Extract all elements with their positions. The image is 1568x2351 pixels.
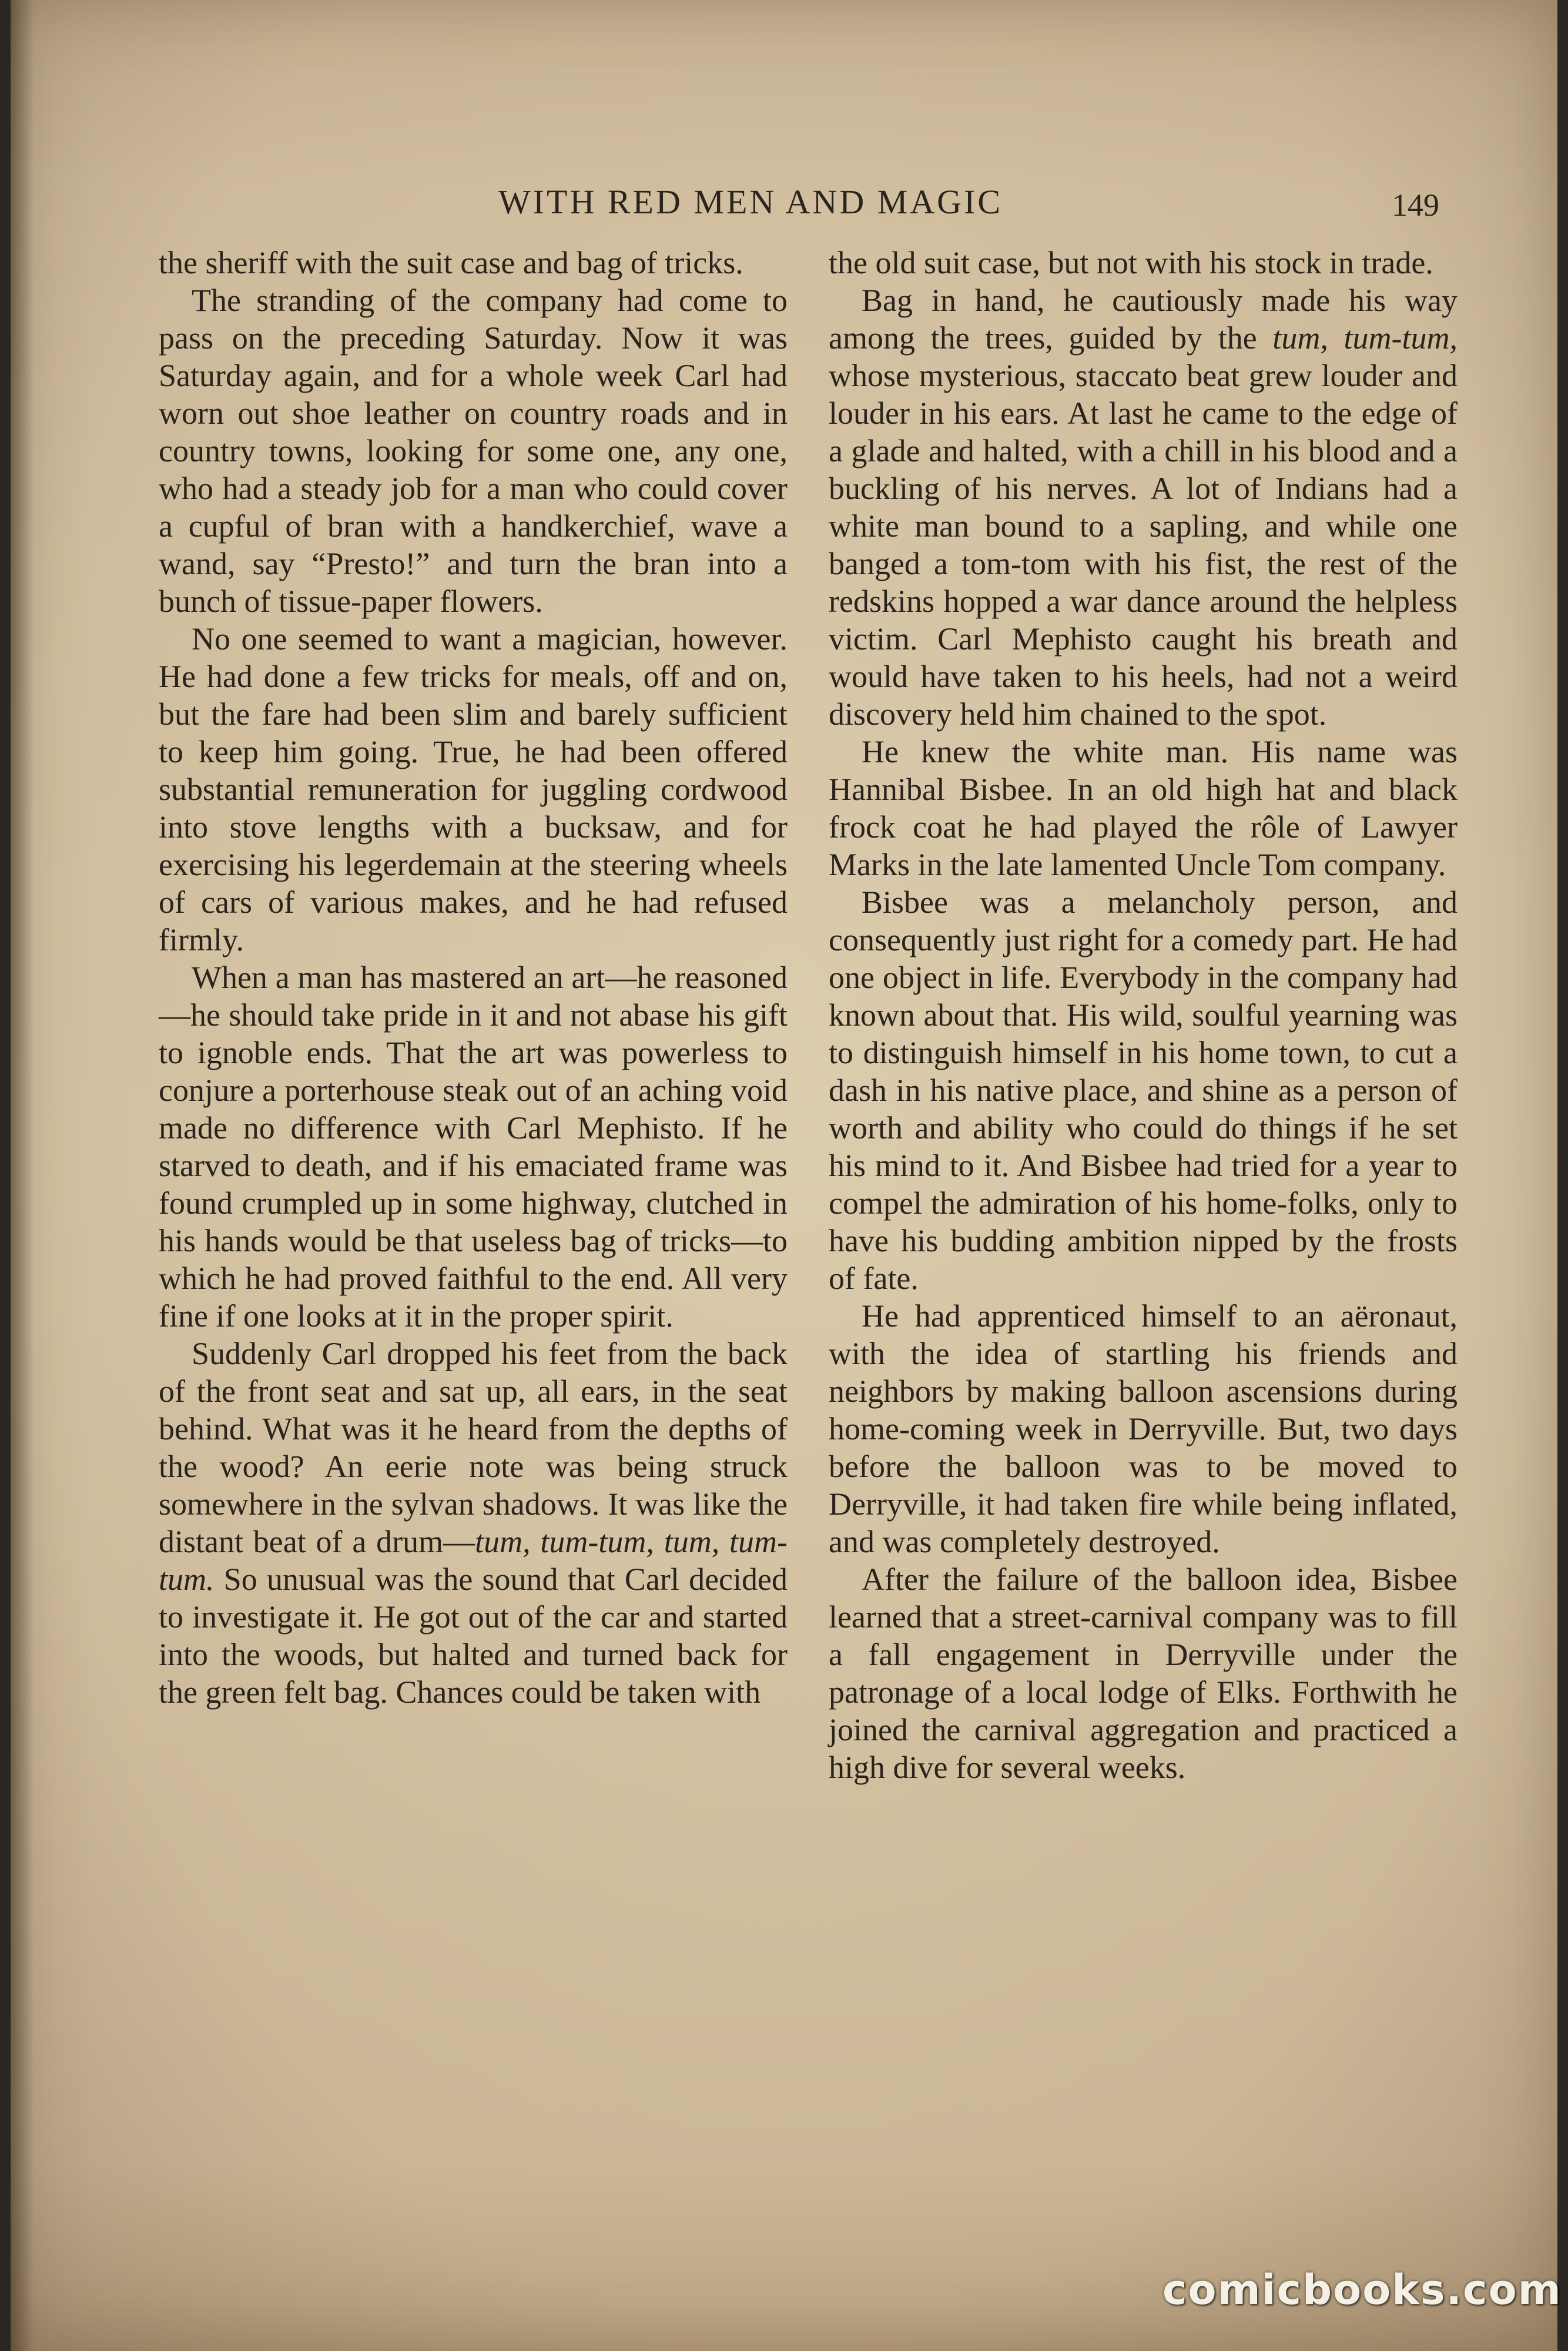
paragraph-text: Suddenly Carl dropped his feet from the back of the front seat and sat up, all ears, in the seat behind. What was it he heard from the depths of the wood? An eerie note was being struck somewhere in the sylvan shadows. It was like the distant beat of a drum— <box>159 1336 788 1559</box>
right-column <box>829 244 1458 1786</box>
left-column <box>159 244 788 1711</box>
paragraph: No one seemed to want a magician, however. He had done a few tricks for meals, off and on, but the fare had been slim and barely sufficient to keep him going. True, he had been offered substantial remuneration for juggling cordwood into stove lengths with a bucksaw, and for exercising his legerdemain at the steering wheels of cars of various makes, and he had refused firmly. <box>159 621 788 957</box>
paragraph: the old suit case, but not with his stock in trade. <box>829 245 1433 280</box>
running-head: WITH RED MEN AND MAGIC <box>498 183 1003 221</box>
paragraph-text: So unusual was the sound that Carl decided to investigate it. He got out of the car and started into the woods, but halted and turned back for the green felt bag. Chances could be taken with <box>159 1562 788 1710</box>
paragraph: The stranding of the company had come to pass on the preceding Saturday. Now it was Saturday again, and for a whole week Carl had worn out shoe leather on country roads and in country towns, looking for some one, any one, who had a steady job for a man who could cover a cupful of bran with a handkerchief, wave a wand, say “Presto!” and turn the bran into a bunch of tissue-paper flowers. <box>159 283 788 619</box>
paragraph <box>829 282 1458 733</box>
paragraph: He knew the white man. His name was Hannibal Bisbee. In an old high hat and black frock coat he had played the rôle of Lawyer Marks in the late lamented Uncle Tom company. <box>829 734 1458 882</box>
paragraph: He had apprenticed himself to an aëronaut, with the idea of startling his friends and neighbors by making balloon ascensions during home-coming week in Derryville. But, two days before the balloon was to be moved to Derryville, it had taken fire while being inflated, and was completely destroyed. <box>829 1298 1458 1559</box>
paragraph: the sheriff with the suit case and bag of tricks. <box>159 245 743 280</box>
paragraph: Bisbee was a melancholy person, and consequently just right for a comedy part. He had one object in life. Everybody in the company had known about that. His wild, soulful yearning was to distinguish himself in his home town, to cut a dash in his native place, and shine as a person of worth and ability who could do things if he set his mind to it. And Bisbee had tried for a year to compel the admiration of his home-folks, only to have his budding ambition nipped by the frosts of fate. <box>829 885 1458 1296</box>
site-watermark: comicbooks.com <box>1162 2266 1562 2314</box>
italic-text: tum, tum-tum, <box>1272 320 1458 356</box>
paragraph <box>159 1335 788 1711</box>
page-number: 149 <box>1392 187 1439 223</box>
paragraph-text: Bag in hand, he cautiously made his way among the trees, guided by the <box>829 283 1458 356</box>
paragraph: After the failure of the balloon idea, Bisbee learned that a street-carnival company was to fill a fall engagement in Derryville under the patronage of a local lodge of Elks. Forthwith he joined the carnival aggregation and practiced a high dive for several weeks. <box>829 1562 1458 1785</box>
book-page <box>11 0 1562 2351</box>
paragraph: When a man has mastered an art—he reasoned—he should take pride in it and not abase his gift to ignoble ends. That the art was powerless to conjure a porterhouse steak out of an aching void made no difference with Carl Mephisto. If he starved to death, and if his emaciated frame was found crumpled up in some highway, clutched in his hands would be that useless bag of tricks—to which he had proved faithful to the end. All very fine if one looks at it in the proper spirit. <box>159 960 788 1334</box>
paragraph-text: whose mysterious, staccato beat grew louder and louder in his ears. At last he came to the edge of a glade and halted, with a chill in his blood and a buckling of his nerves. A lot of Indians had a white man bound to a sapling, and while one banged a tom-tom with his fist, the rest of the redskins hopped a war dance around the helpless victim. Carl Mephisto caught his breath and would have taken to his heels, had not a weird discovery held him chained to the spot. <box>829 358 1458 732</box>
italic-text: tum, tum-tum, tum, tum-tum. <box>159 1524 788 1597</box>
